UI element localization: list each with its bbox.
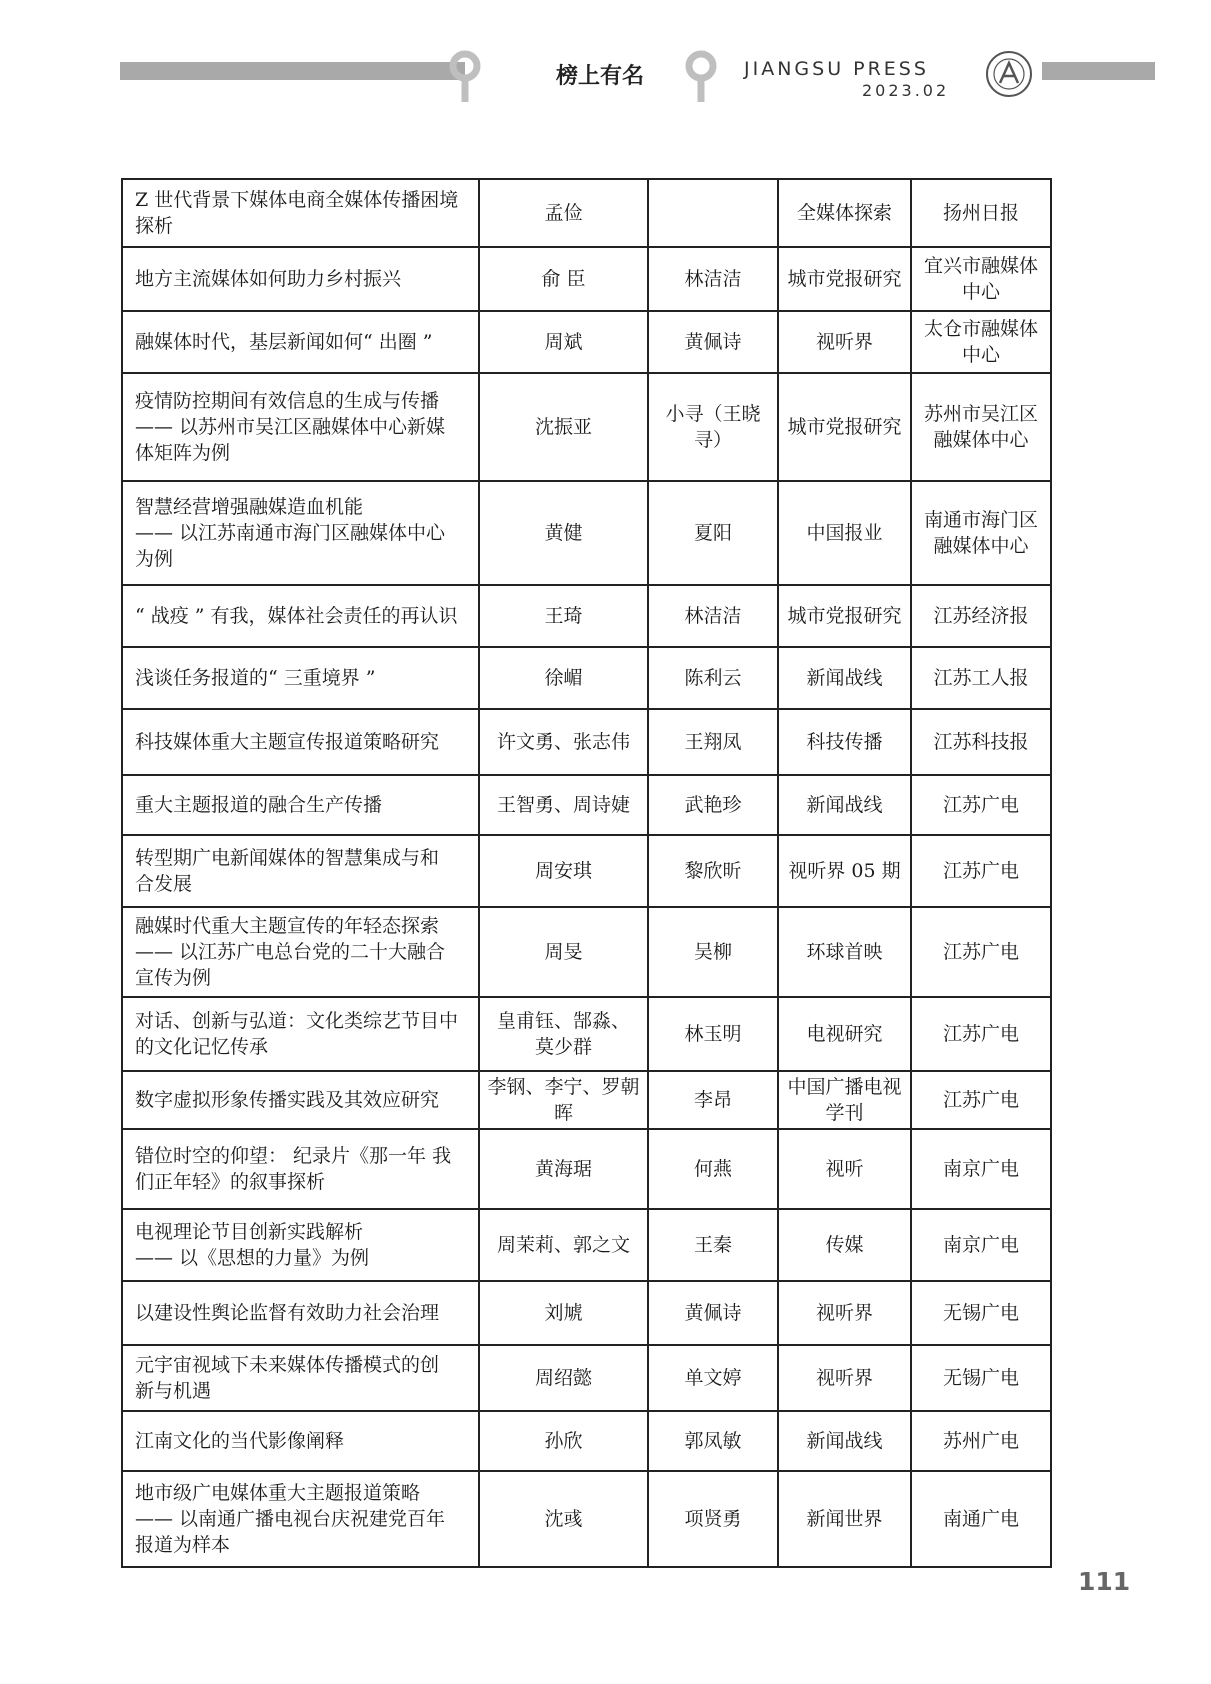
journal-cell [778, 1209, 911, 1281]
unit-cell [911, 481, 1051, 585]
cell-text-line: 全媒体探索 [796, 202, 892, 224]
cell-text-line: 新闻世界 [806, 1508, 883, 1530]
cell-text-line: 周旻 [544, 941, 583, 963]
journal-cell [778, 775, 911, 835]
journal-cell [778, 709, 911, 775]
journal-cell [778, 1071, 911, 1129]
journal-cell [778, 481, 911, 585]
cell-text-line: 黄健 [544, 522, 583, 544]
cell-text-line: 江苏科技报 [933, 731, 1029, 753]
seal-emblem-icon [985, 50, 1033, 98]
unit-cell [911, 709, 1051, 775]
cell-text-line: 无锡广电 [942, 1302, 1019, 1324]
article-title-cell [122, 647, 479, 709]
author-cell [479, 311, 648, 373]
cell-text-line: 们正年轻》的叙事探析 [135, 1171, 326, 1193]
cell-text-line: 江苏广电 [942, 941, 1019, 963]
cell-text-line: 中国报业 [806, 522, 883, 544]
table-row [122, 247, 1051, 311]
cell-text-line: 刘虓 [544, 1302, 583, 1324]
cell-text-line: 莫少群 [534, 1036, 592, 1058]
author-cell [479, 647, 648, 709]
cell-text-line: —— 以江苏广电总台党的二十大融合 [135, 941, 446, 963]
journal-cell [778, 835, 911, 907]
journal-cell [778, 1471, 911, 1567]
cell-text-line: 江苏工人报 [933, 667, 1029, 689]
cell-text-line: 地方主流媒体如何助力乡村振兴 [135, 268, 402, 290]
journal-cell [778, 585, 911, 647]
unit-cell [911, 1209, 1051, 1281]
cell-text-line: 苏州市吴江区 [923, 403, 1038, 425]
cell-text-line: 体矩阵为例 [135, 442, 231, 464]
cell-text-line: 智慧经营增强融媒造血机能 [135, 496, 364, 518]
author-cell [479, 373, 648, 481]
table-row [122, 997, 1051, 1071]
cell-text-line: 吴柳 [693, 941, 732, 963]
table-row [122, 481, 1051, 585]
cell-text-line: 电视理论节目创新实践解析 [135, 1221, 364, 1243]
author-cell [479, 775, 648, 835]
cell-text-line: 融媒时代重大主题宣传的年轻态探索 [135, 915, 440, 937]
editor-cell [648, 709, 778, 775]
cell-text-line: —— 以《思想的力量》为例 [135, 1247, 370, 1269]
cell-text-line: 报道为样本 [135, 1534, 231, 1556]
cell-text-line: 江南文化的当代影像阐释 [135, 1430, 345, 1452]
editor-cell [648, 311, 778, 373]
author-cell [479, 997, 648, 1071]
cell-text-line: 孟俭 [544, 202, 583, 224]
table-row [122, 647, 1051, 709]
cell-text-line: 城市党报研究 [787, 416, 902, 438]
article-title-cell [122, 585, 479, 647]
cell-text-line: 徐嵋 [544, 667, 583, 689]
cell-text-line: 王秦 [693, 1234, 732, 1256]
cell-text-line: 林洁洁 [684, 268, 742, 290]
table-row [122, 835, 1051, 907]
cell-text-line: 南京广电 [942, 1234, 1019, 1256]
author-cell [479, 1345, 648, 1411]
table-row [122, 311, 1051, 373]
cell-text-line: 中心 [961, 281, 1000, 303]
cell-text-line: 浅谈任务报道的“ 三重境界 ” [135, 667, 376, 689]
cell-text-line: 沈彧 [544, 1508, 583, 1530]
cell-text-line: 新闻战线 [806, 667, 883, 689]
editor-cell [648, 585, 778, 647]
pin-icon [682, 48, 720, 104]
issue-number: 2023.02 [862, 81, 950, 100]
cell-text-line: 何燕 [693, 1158, 732, 1180]
cell-text-line: 太仓市融媒体 [923, 318, 1038, 340]
table-row [122, 1209, 1051, 1281]
journal-cell [778, 997, 911, 1071]
cell-text-line: 黎欣昕 [684, 860, 742, 882]
cell-text-line: 单文婷 [684, 1367, 742, 1389]
article-title-cell [122, 247, 479, 311]
header-bar-left [120, 62, 465, 80]
cell-text-line: 林洁洁 [684, 605, 742, 627]
table-row [122, 1071, 1051, 1129]
journal-cell [778, 247, 911, 311]
cell-text-line: 郭凤敏 [684, 1430, 742, 1452]
cell-text-line: 重大主题报道的融合生产传播 [135, 794, 383, 816]
cell-text-line: 周绍懿 [534, 1367, 592, 1389]
awards-table [121, 178, 1052, 1568]
article-title-cell [122, 373, 479, 481]
table-row [122, 1281, 1051, 1345]
author-cell [479, 1281, 648, 1345]
article-title-cell [122, 311, 479, 373]
cell-text-line: 视听 [825, 1158, 864, 1180]
journal-cell [778, 1281, 911, 1345]
cell-text-line: 江苏广电 [942, 1023, 1019, 1045]
cell-text-line: 融媒体时代，基层新闻如何“ 出圈 ” [135, 331, 433, 353]
cell-text-line: 南京广电 [942, 1158, 1019, 1180]
editor-cell [648, 1071, 778, 1129]
cell-text-line: 周安琪 [534, 860, 592, 882]
author-cell [479, 481, 648, 585]
cell-text-line: 疫情防控期间有效信息的生成与传播 [135, 390, 440, 412]
press-name: JIANGSU PRESS [744, 58, 929, 80]
editor-cell [648, 907, 778, 997]
cell-text-line: 传媒 [825, 1234, 864, 1256]
editor-cell [648, 997, 778, 1071]
editor-cell [648, 647, 778, 709]
cell-text-line: 科技媒体重大主题宣传报道策略研究 [135, 731, 440, 753]
cell-text-line: 皇甫钰、郜淼、 [496, 1010, 630, 1032]
cell-text-line: 黄海琚 [534, 1158, 592, 1180]
cell-text-line: 夏阳 [693, 522, 732, 544]
cell-text-line: 的文化记忆传承 [135, 1036, 269, 1058]
cell-text-line: 黄佩诗 [684, 331, 742, 353]
cell-text-line: 南通市海门区 [923, 509, 1038, 531]
unit-cell [911, 907, 1051, 997]
cell-text-line: 周斌 [544, 331, 583, 353]
article-title-cell [122, 179, 479, 247]
editor-cell [648, 1471, 778, 1567]
cell-text-line: 武艳珍 [684, 794, 742, 816]
author-cell [479, 585, 648, 647]
article-title-cell [122, 835, 479, 907]
cell-text-line: 无锡广电 [942, 1367, 1019, 1389]
pin-icon [446, 48, 484, 104]
author-cell [479, 1411, 648, 1471]
article-title-cell [122, 709, 479, 775]
cell-text-line: 周茉莉、郭之文 [496, 1234, 630, 1256]
cell-text-line: 俞 臣 [541, 268, 586, 290]
cell-text-line: —— 以南通广播电视台庆祝建党百年 [135, 1508, 446, 1530]
cell-text-line: 新闻战线 [806, 1430, 883, 1452]
author-cell [479, 1471, 648, 1567]
unit-cell [911, 247, 1051, 311]
cell-text-line: 江苏经济报 [933, 605, 1029, 627]
cell-text-line: 城市党报研究 [787, 268, 902, 290]
cell-text-line: 合发展 [135, 873, 193, 895]
section-title: 榜上有名 [555, 64, 644, 89]
unit-cell [911, 1281, 1051, 1345]
cell-text-line: 探析 [135, 215, 174, 237]
cell-text-line: 视听界 [815, 331, 873, 353]
cell-text-line: 中心 [961, 344, 1000, 366]
article-title-cell [122, 997, 479, 1071]
editor-cell [648, 481, 778, 585]
cell-text-line: 新闻战线 [806, 794, 883, 816]
journal-cell [778, 1411, 911, 1471]
cell-text-line: 江苏广电 [942, 860, 1019, 882]
table-row [122, 179, 1051, 247]
article-title-cell [122, 907, 479, 997]
cell-text-line: 中国广播电视 [787, 1076, 902, 1098]
article-title-cell [122, 1129, 479, 1209]
journal-cell [778, 179, 911, 247]
editor-cell [648, 775, 778, 835]
cell-text-line: 对话、创新与弘道：文化类综艺节目中 [135, 1010, 459, 1032]
cell-text-line: 环球首映 [806, 941, 883, 963]
cell-text-line: 元宇宙视域下未来媒体传播模式的创 [135, 1354, 440, 1376]
author-cell [479, 1071, 648, 1129]
author-cell [479, 835, 648, 907]
editor-cell [648, 179, 778, 247]
editor-cell [648, 247, 778, 311]
unit-cell [911, 997, 1051, 1071]
author-cell [479, 1209, 648, 1281]
cell-text-line: 新与机遇 [135, 1380, 212, 1402]
cell-text-line: 苏州广电 [942, 1430, 1019, 1452]
editor-cell [648, 1129, 778, 1209]
article-title-cell [122, 1209, 479, 1281]
journal-cell [778, 1345, 911, 1411]
cell-text-line: 李钢、李宁、罗朝晖 [487, 1076, 640, 1124]
cell-text-line: 南通广电 [942, 1508, 1019, 1530]
editor-cell [648, 1411, 778, 1471]
author-cell [479, 247, 648, 311]
cell-text-line: 错位时空的仰望： 纪录片《那一年 我 [135, 1145, 452, 1167]
cell-text-line: 地市级广电媒体重大主题报道策略 [135, 1482, 421, 1504]
cell-text-line: 电视研究 [806, 1023, 883, 1045]
cell-text-line: 以建设性舆论监督有效助力社会治理 [135, 1302, 440, 1324]
page-number: 111 [1078, 1567, 1131, 1596]
cell-text-line: 视听界 05 期 [788, 860, 901, 882]
cell-text-line: 王智勇、周诗婕 [496, 794, 630, 816]
cell-text-line: 数字虚拟形象传播实践及其效应研究 [135, 1089, 440, 1111]
editor-cell [648, 835, 778, 907]
table-row [122, 775, 1051, 835]
cell-text-line: “ 战疫 ” 有我，媒体社会责任的再认识 [135, 605, 458, 627]
editor-cell [648, 1281, 778, 1345]
author-cell [479, 709, 648, 775]
cell-text-line: 融媒体中心 [933, 535, 1029, 557]
unit-cell [911, 1071, 1051, 1129]
cell-text-line: Z 世代背景下媒体电商全媒体传播困境 [135, 189, 459, 211]
editor-cell [648, 1345, 778, 1411]
cell-text-line: 小寻（王晓寻） [665, 403, 761, 451]
journal-cell [778, 647, 911, 709]
unit-cell [911, 1345, 1051, 1411]
header-bar-right [1042, 62, 1155, 80]
cell-text-line: 江苏广电 [942, 1089, 1019, 1111]
cell-text-line: 黄佩诗 [684, 1302, 742, 1324]
cell-text-line: —— 以苏州市吴江区融媒体中心新媒 [135, 416, 446, 438]
table-row [122, 907, 1051, 997]
cell-text-line: 学刊 [825, 1102, 864, 1124]
cell-text-line: 孙欣 [544, 1430, 583, 1452]
article-title-cell [122, 1411, 479, 1471]
unit-cell [911, 835, 1051, 907]
cell-text-line: 许文勇、张志伟 [496, 731, 630, 753]
editor-cell [648, 1209, 778, 1281]
article-title-cell [122, 481, 479, 585]
article-title-cell [122, 1281, 479, 1345]
cell-text-line: 王翔凤 [684, 731, 742, 753]
cell-text-line: 宜兴市融媒体 [923, 255, 1038, 277]
table-row [122, 709, 1051, 775]
unit-cell [911, 179, 1051, 247]
unit-cell [911, 311, 1051, 373]
table-row [122, 1129, 1051, 1209]
cell-text-line: 李昂 [693, 1089, 732, 1111]
cell-text-line: —— 以江苏南通市海门区融媒体中心 [135, 522, 446, 544]
cell-text-line: 视听界 [815, 1367, 873, 1389]
cell-text-line: 城市党报研究 [787, 605, 902, 627]
unit-cell [911, 585, 1051, 647]
unit-cell [911, 647, 1051, 709]
article-title-cell [122, 775, 479, 835]
author-cell [479, 179, 648, 247]
cell-text-line: 为例 [135, 548, 174, 570]
cell-text-line: 融媒体中心 [933, 429, 1029, 451]
journal-cell [778, 373, 911, 481]
table-row [122, 1411, 1051, 1471]
editor-cell [648, 373, 778, 481]
table-row [122, 1345, 1051, 1411]
article-title-cell [122, 1471, 479, 1567]
unit-cell [911, 1411, 1051, 1471]
cell-text-line: 视听界 [815, 1302, 873, 1324]
cell-text-line: 沈振亚 [534, 416, 592, 438]
cell-text-line: 林玉明 [684, 1023, 742, 1045]
cell-text-line: 扬州日报 [942, 202, 1019, 224]
table-row [122, 373, 1051, 481]
article-title-cell [122, 1071, 479, 1129]
journal-cell [778, 907, 911, 997]
journal-cell [778, 1129, 911, 1209]
unit-cell [911, 1471, 1051, 1567]
unit-cell [911, 1129, 1051, 1209]
cell-text-line: 江苏广电 [942, 794, 1019, 816]
cell-text-line: 转型期广电新闻媒体的智慧集成与和 [135, 847, 440, 869]
table-row [122, 585, 1051, 647]
article-title-cell [122, 1345, 479, 1411]
table-row [122, 1471, 1051, 1567]
cell-text-line: 科技传播 [806, 731, 883, 753]
author-cell [479, 907, 648, 997]
cell-text-line: 陈利云 [684, 667, 742, 689]
unit-cell [911, 373, 1051, 481]
cell-text-line: 项贤勇 [684, 1508, 742, 1530]
cell-text-line: 王琦 [544, 605, 583, 627]
journal-cell [778, 311, 911, 373]
cell-text-line: 宣传为例 [135, 967, 212, 989]
unit-cell [911, 775, 1051, 835]
author-cell [479, 1129, 648, 1209]
